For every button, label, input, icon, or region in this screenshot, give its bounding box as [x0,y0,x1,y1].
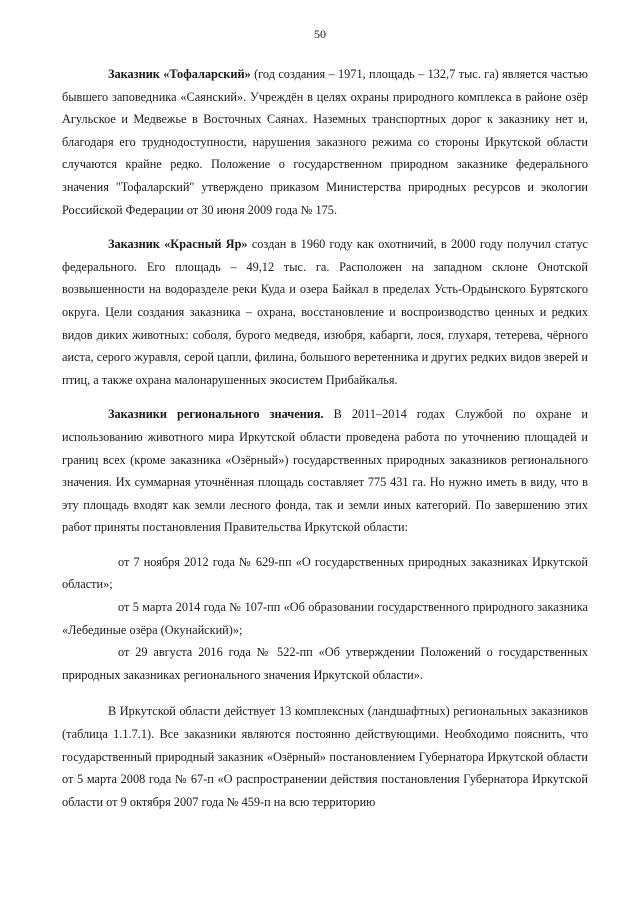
resolution-item [62,641,588,686]
paragraph-text: создан в 1960 году как охотничий, в 2000 году получил статус федерального. Его площадь – 49,12 тыс. га. Расположен на западном склоне Онотской возвышенности на водоразделе реки Куда и озера Байкал в пределах Усть-Ордынского Бурятского округа. Цели создания заказника – охрана, восстановление и воспроизводство ценных и редких видов диких животных: соболя, бурого медведя, изюбря, кабарги, лося, глухаря, тетерева, чёрного аиста, серого журавля, серой цапли, филина, большого веретенника и других редких видов зверей и птиц, а также охрана малонарушенных экосистем Прибайкалья. [62,237,589,387]
paragraph-text: от 5 марта 2014 года № 107-пп «Об образовании государственного природного заказника «Лебединые озёра (Окунайский)»; [62,600,588,637]
paragraph-text: от 7 ноября 2012 года № 629-пп «О государственных природных заказниках Иркутской области»; [62,554,588,592]
paragraph-lead: Заказник «Тофаларский» [108,67,251,81]
paragraph-text: В Иркутской области действует 13 комплексных (ландшафтных) региональных заказников (таблица 1.1.7.1). Все заказники являются постоянно действующими. Необходимо пояснить, что государственный природный заказник «Озёрный» постановлением Губернатора Иркутской области от 5 марта 2008 года № 67-п «О распространении действия постановления Губернатора Иркутской области от 9 октября 2007 года № 459-п на всю территорию [62,704,588,809]
page-number: 50 [314,27,326,41]
paragraph-lead: Заказник «Красный Яр» [108,237,248,252]
paragraph-complex-reserves [62,700,588,813]
paragraph-lead: Заказники регионального значения. [108,407,324,422]
paragraph-tofalarsky [62,63,588,221]
paragraph-text: от 29 августа 2016 года № 522-пп «Об утверждении Положений о государственных природных заказниках регионального значения Иркутской области». [62,645,588,682]
paragraph-krasny-yar [62,233,588,391]
resolution-item [62,551,588,596]
paragraph-text: (год создания – 1971, площадь – 132,7 тыс. га) является частью бывшего заповедника «Саянский». Учреждён в целях охраны природного комплекса в районе озёр Агульское и Медвежье в Восточных Саянах. Наземных транспортных дорог к заказнику нет и, благодаря его труднодоступности, нарушения заказного режима со стороны Иркутской области случаются крайне редко. Положение о государственном природном заказнике федерального значения "Тофаларский" утверждено приказом Министерства природных ресурсов и экологии Российской Федерации от 30 июня 2009 года № 175. [62,67,588,217]
page-content [62,63,588,813]
paragraph-regional-reserves [62,403,588,539]
paragraph-text: В 2011–2014 годах Службой по охране и использованию животного мира Иркутской области проведена работа по уточнению площадей и границ всех (кроме заказника «Озёрный») государственных природных заказников регионального значения. Их суммарная уточнённая площадь составляет 775 431 га. Но нужно иметь в виду, что в эту площадь входят как земли лесного фонда, так и земли иных категорий. По завершению этих работ приняты постановления Правительства Иркутской области: [62,407,588,535]
resolution-item [62,596,588,641]
